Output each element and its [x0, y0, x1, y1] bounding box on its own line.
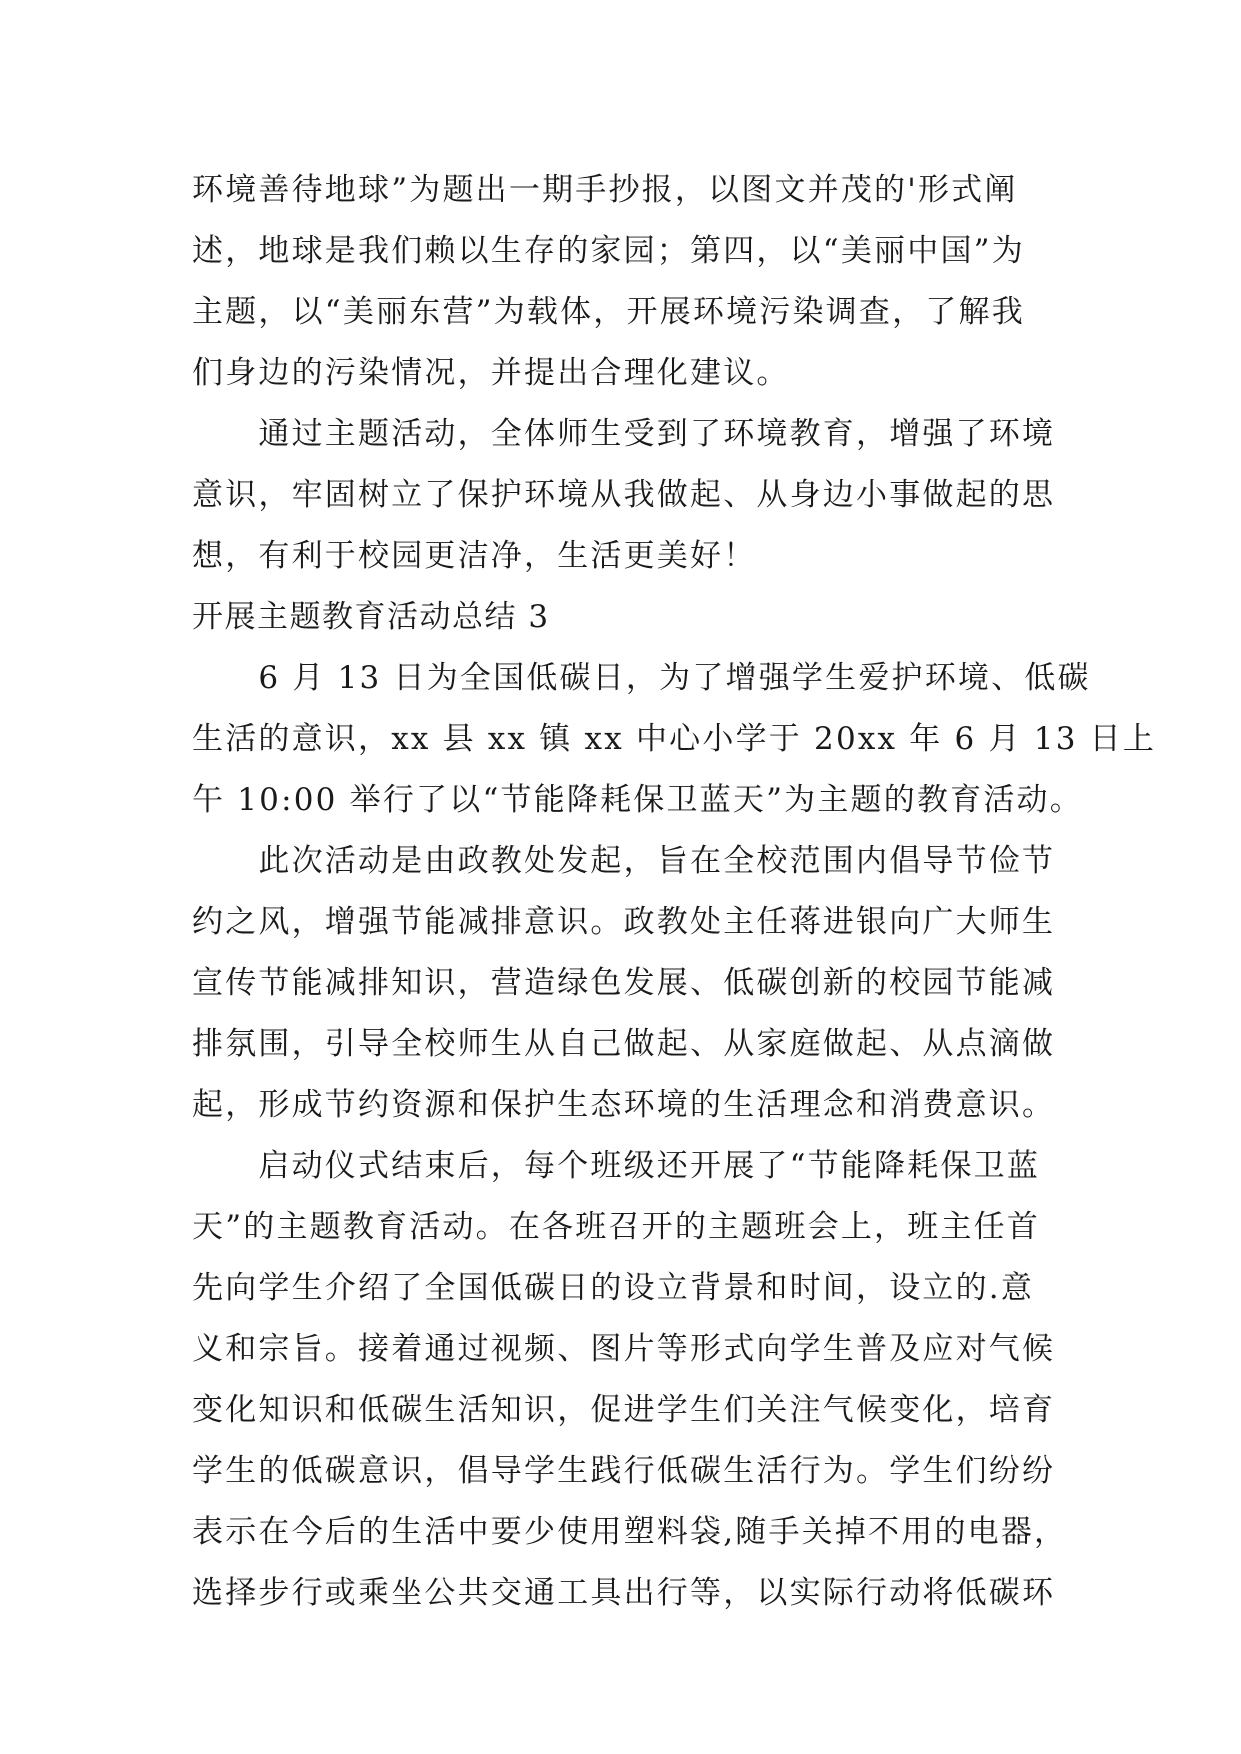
- text-line: 表示在今后的生活中要少使用塑料袋,随手关掉不用的电器，: [192, 1514, 1068, 1550]
- text-line: 变化知识和低碳生活知识，促进学生们关注气候变化，培育: [192, 1392, 1056, 1428]
- text-line: 环境善待地球”为题出一期手抄报，以图文并茂的'形式阐: [192, 172, 1018, 208]
- text-line: 意识，牢固树立了保护环境从我做起、从身边小事做起的思: [192, 477, 1056, 513]
- text-line: 通过主题活动，全体师生受到了环境教育，增强了环境: [192, 416, 1056, 452]
- text-line: 宣传节能减排知识，营造绿色发展、低碳创新的校园节能减: [192, 965, 1056, 1001]
- text-line: 生活的意识，xx 县 xx 镇 xx 中心小学于 20xx 年 6 月 13 日上: [192, 721, 1157, 757]
- text-line: 约之风，增强节能减排意识。政教处主任蒋进银向广大师生: [192, 904, 1056, 940]
- text-line: 排氛围，引导全校师生从自己做起、从家庭做起、从点滴做: [192, 1026, 1056, 1062]
- document-body: [192, 160, 1157, 1624]
- section-heading: 开展主题教育活动总结 3: [192, 599, 550, 635]
- text-line: 6 月 13 日为全国低碳日，为了增强学生爱护环境、低碳: [192, 660, 1091, 696]
- text-line: 述，地球是我们赖以生存的家园；第四，以“美丽中国”为: [192, 233, 1025, 269]
- text-line: 起，形成节约资源和保护生态环境的生活理念和消费意识。: [192, 1087, 1056, 1123]
- text-line: 想，有利于校园更洁净，生活更美好！: [192, 538, 757, 574]
- text-line: 天”的主题教育活动。在各班召开的主题班会上，班主任首: [192, 1209, 1041, 1245]
- text-line: 启动仪式结束后，每个班级还开展了“节能降耗保卫蓝: [192, 1148, 1041, 1184]
- text-line: 此次活动是由政教处发起，旨在全校范围内倡导节俭节: [192, 843, 1056, 879]
- text-line: 主题，以“美丽东营”为载体，开展环境污染调查，了解我: [192, 294, 1025, 330]
- text-line: 义和宗旨。接着通过视频、图片等形式向学生普及应对气候: [192, 1331, 1056, 1367]
- text-line: 学生的低碳意识，倡导学生践行低碳生活行为。学生们纷纷: [192, 1453, 1056, 1489]
- text-line: 选择步行或乘坐公共交通工具出行等，以实际行动将低碳环: [192, 1575, 1056, 1611]
- text-line: 午 10:00 举行了以“节能降耗保卫蓝天”为主题的教育活动。: [192, 782, 1083, 818]
- text-line: 先向学生介绍了全国低碳日的设立背景和时间，设立的.意: [192, 1270, 1035, 1306]
- text-line: 们身边的污染情况，并提出合理化建议。: [192, 355, 790, 391]
